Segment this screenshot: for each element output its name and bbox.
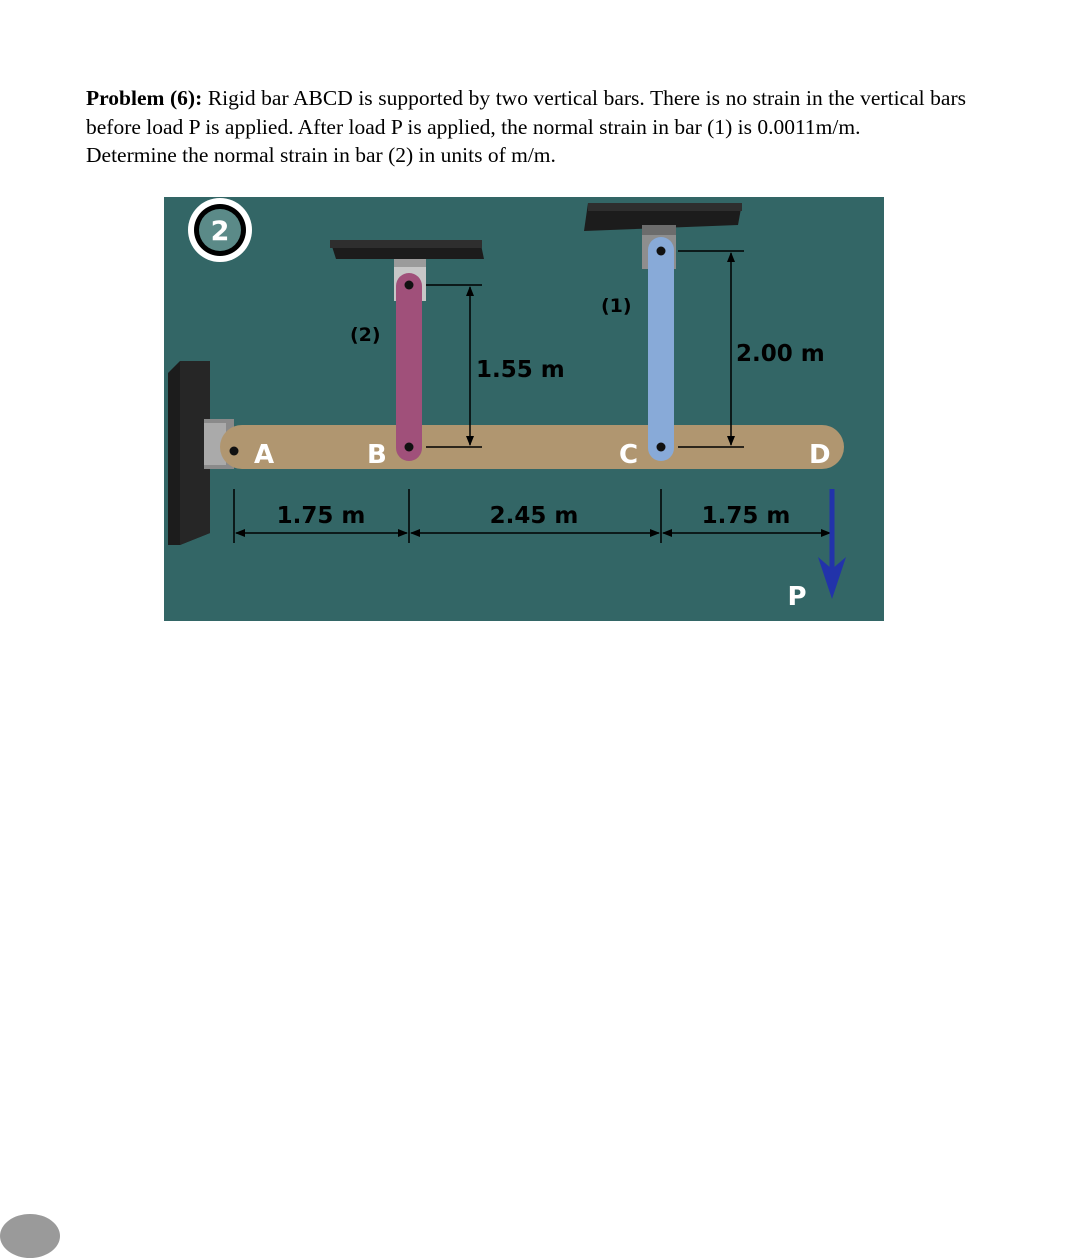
bar-1 — [648, 237, 674, 461]
dim-label-bar2-length: 1.55 m — [476, 357, 565, 383]
figure-number-badge — [188, 198, 252, 262]
rigid-bar-abcd — [220, 425, 844, 469]
dimension-bar1-length — [678, 251, 744, 447]
problem-body: Rigid bar ABCD is supported by two vertical bars. There is no strain in the vertical bars before load P is applied. After load P is applied, the normal strain in bar (1) is 0.0011m/m. — [86, 86, 966, 139]
dim-label-ab: 1.75 m — [276, 503, 366, 529]
bar2-label: (2) — [350, 324, 381, 346]
dim-label-bc: 2.45 m — [489, 503, 579, 529]
problem-figure — [164, 197, 884, 621]
dim-label-bar1-length: 2.00 m — [736, 341, 825, 367]
problem-question: Determine the normal strain in bar (2) in units of m/m. — [86, 143, 556, 167]
point-label-b: B — [367, 440, 387, 470]
load-label-p: P — [787, 582, 807, 612]
dimension-bar2-length — [426, 285, 482, 447]
bar-2 — [396, 273, 422, 461]
dim-label-cd: 1.75 m — [701, 503, 791, 529]
point-label-a: A — [254, 440, 275, 470]
pin-a — [230, 447, 239, 456]
badge-number: 2 — [210, 216, 230, 247]
load-arrow-p — [818, 489, 846, 599]
problem-statement — [86, 84, 966, 170]
point-label-d: D — [809, 440, 831, 470]
point-label-c: C — [619, 440, 639, 470]
bar1-label: (1) — [601, 295, 632, 317]
problem-label: Problem (6): — [86, 86, 203, 110]
figure-diagram — [164, 197, 884, 621]
corner-decoration — [0, 1214, 60, 1258]
